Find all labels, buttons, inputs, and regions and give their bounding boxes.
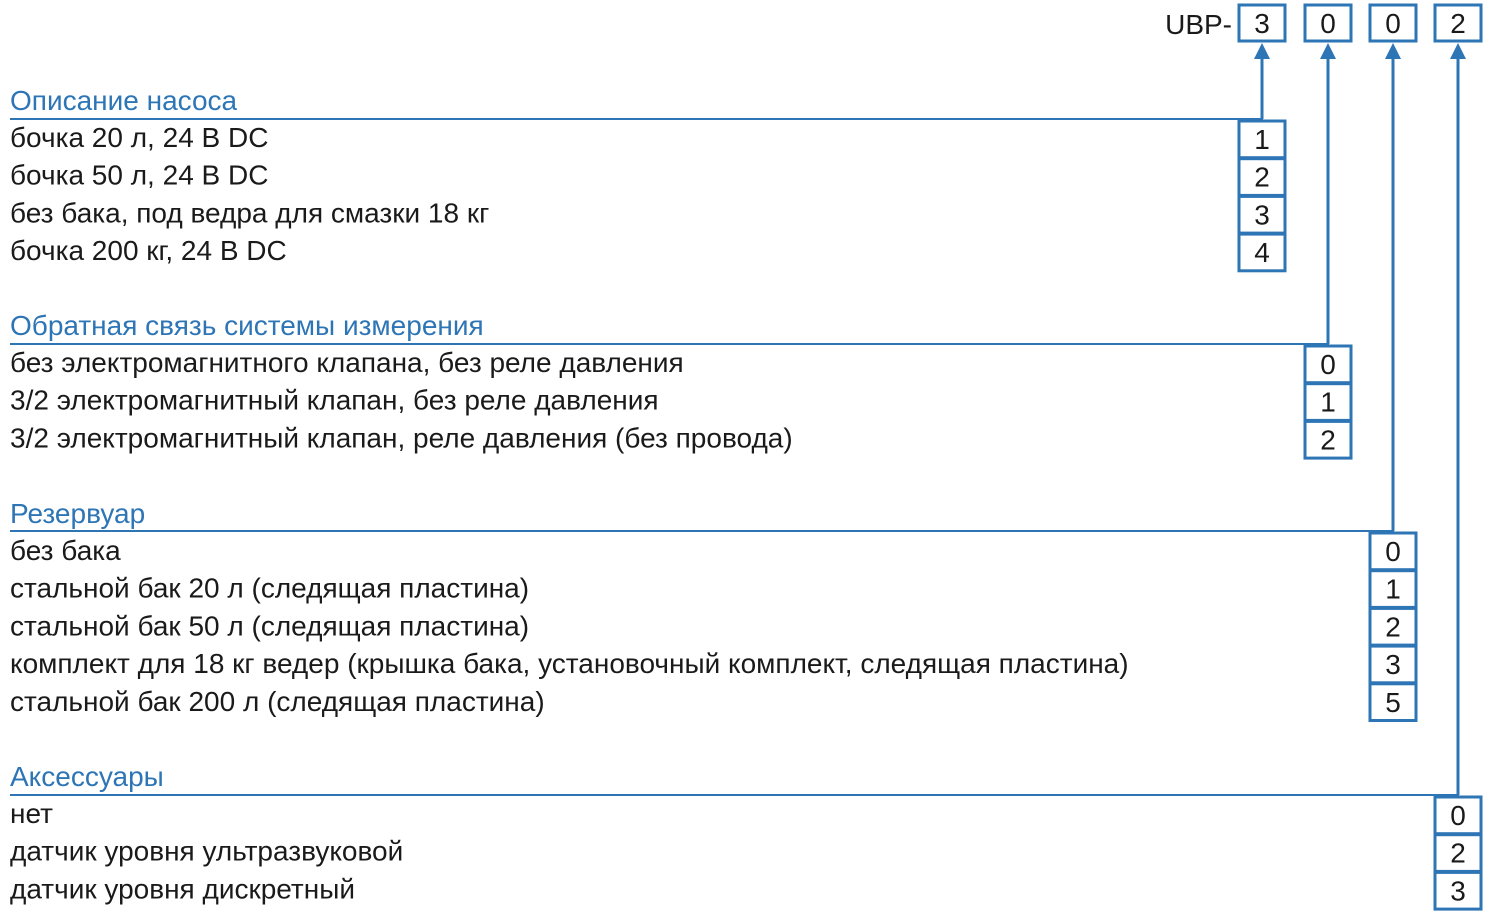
option-code: 3 [1254,199,1270,231]
option-code: 2 [1450,837,1466,869]
option-code: 0 [1320,349,1336,380]
section-title: Резервуар [10,498,146,529]
option-code: 2 [1385,611,1401,643]
option-code: 0 [1450,800,1466,831]
option-code: 1 [1254,124,1270,155]
option-code: 1 [1385,573,1401,605]
option-label: датчик уровня ультразвуковой [10,835,404,867]
section-title: Обратная связь системы измерения [10,310,484,341]
code-digit: 3 [1254,8,1270,39]
option-label: бочка 200 кг, 24 В DC [10,235,287,267]
option-code: 2 [1320,424,1336,456]
option-label: стальной бак 20 л (следящая пластина) [10,572,530,604]
option-code: 2 [1254,161,1270,193]
option-label: датчик уровня дискретный [10,873,355,905]
section-title: Описание насоса [10,85,238,116]
option-label: бочка 50 л, 24 В DC [10,159,269,191]
option-code: 1 [1320,386,1336,418]
option-code: 4 [1254,237,1270,269]
arrowhead-icon [1254,43,1270,59]
code-digit: 0 [1385,8,1401,39]
option-code: 3 [1385,649,1401,681]
option-label: комплект для 18 кг ведер (крышка бака, установочный комплект, следящая пластина) [10,648,1129,680]
section-title: Аксессуары [10,761,164,792]
arrowhead-icon [1385,43,1401,59]
option-label: без бака [10,535,121,566]
option-label: 3/2 электромагнитный клапан, реле давления (без провода) [10,422,793,454]
option-code: 5 [1385,686,1401,718]
option-label: стальной бак 200 л (следящая пластина) [10,685,545,717]
option-label: без электромагнитного клапана, без реле давления [10,347,684,378]
option-code: 3 [1450,875,1466,907]
arrowhead-icon [1320,43,1336,59]
option-label: без бака, под ведра для смазки 18 кг [10,197,490,229]
code-prefix: UBP- [1165,9,1232,40]
option-label: бочка 20 л, 24 В DC [10,122,269,153]
code-digit: 2 [1450,8,1466,39]
option-label: нет [10,798,53,829]
option-code: 0 [1385,536,1401,567]
code-digit: 0 [1320,8,1336,39]
option-label: 3/2 электромагнитный клапан, без реле давления [10,384,659,416]
arrowhead-icon [1450,43,1466,59]
option-label: стальной бак 50 л (следящая пластина) [10,610,530,642]
